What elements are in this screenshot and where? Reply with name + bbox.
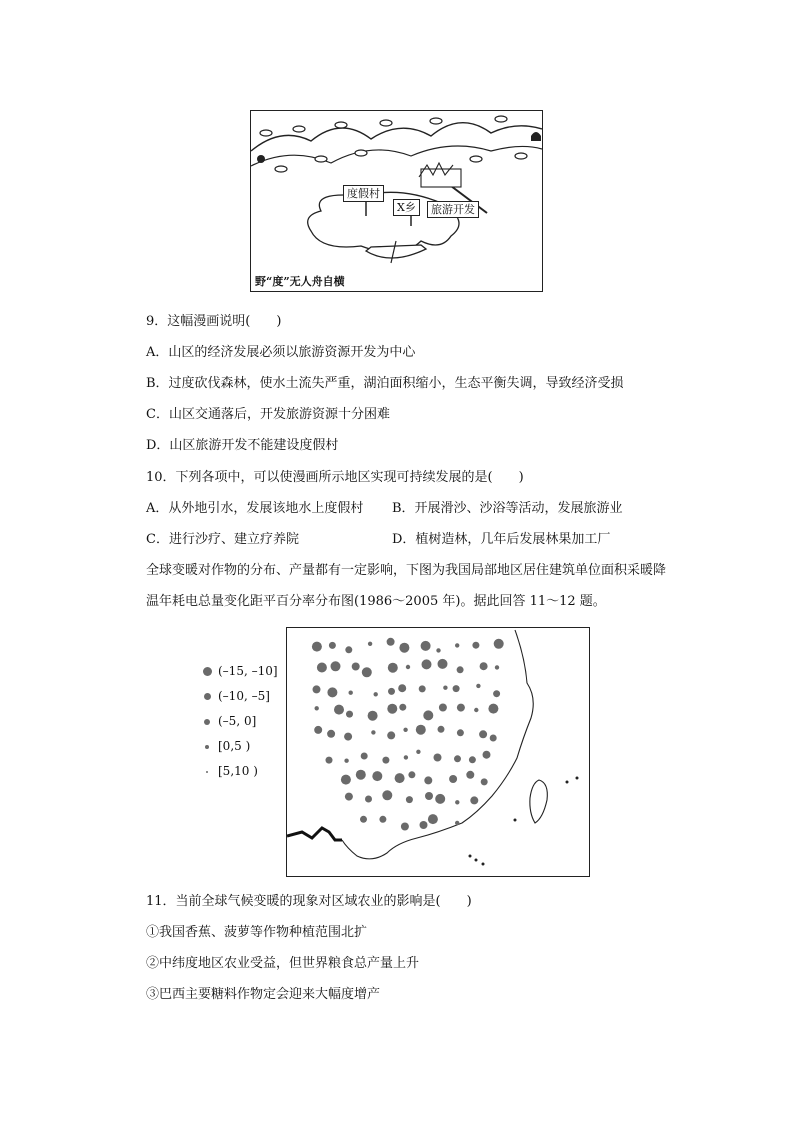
map-station-dot <box>362 667 372 677</box>
map-station-dot <box>399 643 409 653</box>
map-station-dot <box>480 662 488 670</box>
sign-resort: 度假村 <box>343 185 384 202</box>
map-station-dot <box>356 770 366 780</box>
legend-item <box>200 759 278 784</box>
map-station-dot <box>457 666 464 673</box>
map-station-dot <box>345 646 352 653</box>
map-station-dot <box>420 821 428 829</box>
map-station-dot <box>334 705 344 715</box>
map-station-dot <box>361 753 368 760</box>
intro-line-1: 全球变暖对作物的分布、产量都有一定影响，下图为我国局部地区居住建筑单位面积采暖降 <box>146 563 667 578</box>
map-station-dot <box>469 756 476 763</box>
map-station-dot <box>424 776 432 784</box>
map-station-dot <box>439 704 447 712</box>
map-station-dot <box>455 643 459 647</box>
map-station-dot <box>474 708 478 712</box>
map-station-dot <box>329 642 336 649</box>
q10-stem: 10．下列各项中，可以使漫画所示地区实现可持续发展的是( ) <box>146 470 524 485</box>
map-station-dot <box>490 735 497 742</box>
legend-dot-icon <box>206 771 208 773</box>
map-station-dot <box>399 704 406 711</box>
legend-dot-icon <box>205 745 209 749</box>
map-station-dot <box>387 638 395 646</box>
map-station-dot <box>379 816 386 823</box>
map-station-dot <box>382 757 389 764</box>
map-station-dot <box>404 755 408 759</box>
map-station-dot <box>368 642 372 646</box>
q9-option-c: C．山区交通落后，开发旅游资源十分困难 <box>146 407 390 422</box>
map-station-dot <box>382 790 392 800</box>
legend-item <box>200 709 278 734</box>
map-station-dot <box>425 792 433 800</box>
map-station-dot <box>372 771 382 781</box>
map-station-dot <box>472 642 479 649</box>
map-station-dot <box>416 725 426 735</box>
map-station-dot <box>493 690 500 697</box>
map-station-dot <box>406 796 413 803</box>
q10-option-a: A．从外地引水，发展该地水上度假村 <box>146 501 364 516</box>
map-station-dot <box>443 686 447 690</box>
map-station-dot <box>387 704 397 714</box>
map-station-dot <box>315 706 319 710</box>
q11-statement-3: ③巴西主要糖料作物定会迎来大幅度增产 <box>146 987 381 1002</box>
map-station-dot <box>349 691 353 695</box>
map-station-dot <box>368 711 378 721</box>
map-station-dot <box>317 663 327 673</box>
map-station-dot <box>388 688 395 695</box>
map-station-dot <box>457 704 465 712</box>
legend-label: (–15, –10] <box>218 664 278 678</box>
sign-township: X乡 <box>393 199 420 216</box>
map-station-dot <box>352 663 360 671</box>
map-station-dot <box>314 726 322 734</box>
legend-item <box>200 734 278 759</box>
q10-option-c: C．进行沙疗、建立疗养院 <box>146 532 299 547</box>
q9-option-a: A．山区的经济发展必须以旅游资源开发为中心 <box>146 345 416 360</box>
map-station-dot <box>408 771 415 778</box>
q10-option-d: D．植树造林，几年后发展林果加工厂 <box>392 532 611 547</box>
legend-label: [5,10 ) <box>218 764 258 778</box>
legend-item <box>200 659 278 684</box>
map-station-dot <box>327 687 337 697</box>
map-station-dot <box>327 730 335 738</box>
map-station-dot <box>341 775 351 785</box>
map-station-dot <box>422 659 432 669</box>
cartoon-caption: 野“度”无人舟自横 <box>255 275 345 288</box>
map-station-dot <box>488 704 498 714</box>
map-station-dot <box>434 754 442 762</box>
map-station-dot <box>406 665 410 669</box>
q9-option-d: D．山区旅游开发不能建设度假村 <box>146 438 339 453</box>
map-station-dot <box>419 685 426 692</box>
map-station-dot <box>395 773 405 783</box>
q9-option-b: B．过度砍伐森林，使水土流失严重，湖泊面积缩小，生态平衡失调，导致经济受损 <box>146 376 624 391</box>
map-station-dot <box>454 755 461 762</box>
map-station-dot <box>398 684 406 692</box>
map-station-dot <box>403 728 407 732</box>
map-station-dot <box>494 639 504 649</box>
q9-stem: 9．这幅漫画说明( ) <box>146 314 282 329</box>
map-legend <box>200 659 278 784</box>
map-station-dot <box>428 814 438 824</box>
legend-label: (–5, 0] <box>218 714 257 728</box>
map-figure <box>286 627 590 877</box>
legend-dot-icon <box>204 719 210 725</box>
q11-statement-1: ①我国香蕉、菠萝等作物种植范围北扩 <box>146 925 368 940</box>
map-station-dot <box>457 729 464 736</box>
legend-item <box>200 684 278 709</box>
legend-label: [0,5 ) <box>218 739 251 753</box>
legend-dot-icon <box>204 693 211 700</box>
map-station-dot <box>331 661 341 671</box>
map-station-dot <box>449 775 457 783</box>
map-station-dot <box>416 750 420 754</box>
map-station-dot <box>455 800 459 804</box>
map-station-dot <box>470 796 478 804</box>
map-station-dot <box>388 663 398 673</box>
map-station-dot <box>387 731 395 739</box>
map-station-dot <box>312 642 322 652</box>
map-station-dot <box>345 793 353 801</box>
map-station-dot <box>479 730 487 738</box>
sign-tourism-dev: 旅游开发 <box>427 201 479 218</box>
map-station-dot <box>346 711 353 718</box>
map-station-dot <box>455 821 459 825</box>
cartoon-figure <box>250 110 543 292</box>
map-station-dot <box>481 778 488 785</box>
map-station-dot <box>360 816 367 823</box>
q11-statement-2: ②中纬度地区农业受益，但世界粮食总产量上升 <box>146 956 420 971</box>
map-drawing <box>287 628 589 876</box>
map-station-dot <box>436 648 440 652</box>
map-station-dot <box>438 726 445 733</box>
map-station-dot <box>423 710 433 720</box>
map-station-dot <box>313 685 321 693</box>
map-station-dot <box>483 751 491 759</box>
map-station-dot <box>421 641 431 651</box>
map-station-dot <box>371 730 375 734</box>
map-station-dot <box>401 823 409 831</box>
map-station-dot <box>495 665 499 669</box>
map-station-dot <box>476 684 480 688</box>
q10-option-b: B．开展滑沙、沙浴等活动，发展旅游业 <box>392 501 623 516</box>
map-station-dot <box>374 692 378 696</box>
intro-line-2: 温年耗电总量变化距平百分率分布图(1986～2005 年)。据此回答 11～12 题。 <box>146 594 606 609</box>
map-station-dot <box>438 659 448 669</box>
map-station-dot <box>466 771 474 779</box>
legend-dot-icon <box>203 667 212 676</box>
map-station-dot <box>435 794 445 804</box>
map-station-dot <box>365 796 372 803</box>
map-station-dot <box>344 733 352 741</box>
q11-stem: 11．当前全球气候变暖的现象对区域农业的影响是( ) <box>146 894 472 909</box>
legend-label: (–10, –5] <box>218 689 270 703</box>
map-station-dot <box>453 685 460 692</box>
map-station-dot <box>344 759 348 763</box>
map-station-dot <box>326 757 333 764</box>
